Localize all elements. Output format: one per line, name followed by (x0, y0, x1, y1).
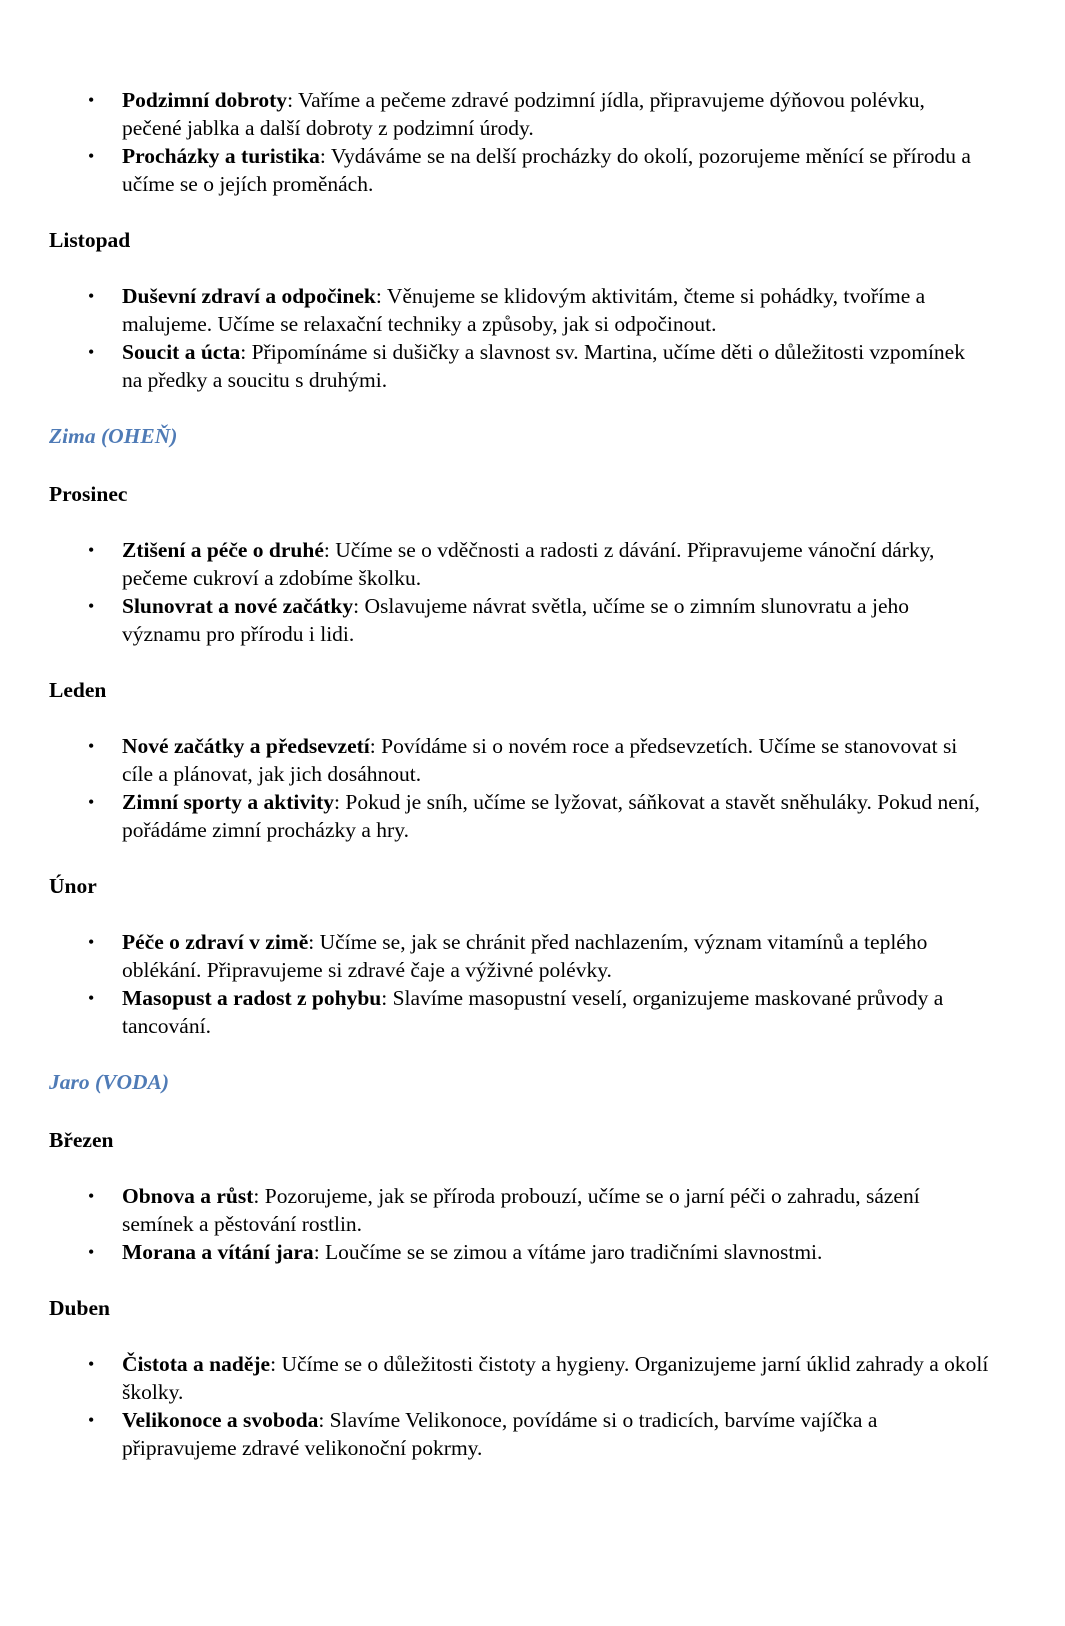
bullet-list (49, 86, 989, 198)
bullet-list (49, 928, 989, 1040)
season-heading: Zima (OHEŇ) (49, 424, 178, 448)
item-term: Morana a vítání jara (122, 1240, 314, 1264)
list-item (49, 1182, 989, 1238)
bullet-list (49, 536, 989, 648)
bullet-icon: • (88, 1354, 95, 1374)
bullet-icon: • (88, 736, 95, 756)
month-heading: Listopad (49, 228, 131, 252)
item-description: : Učíme se, jak se chránit před nachlazením, význam vitamínů a teplého oblékání. Připravujeme si zdravé čaje a výživné polévky. (122, 930, 928, 982)
item-description: : Loučíme se se zimou a vítáme jaro tradičními slavnostmi. (313, 1240, 823, 1264)
bullet-list (49, 282, 989, 394)
bullet-icon: • (88, 932, 95, 952)
item-term: Duševní zdraví a odpočinek (122, 284, 376, 308)
list-item (49, 928, 989, 984)
list-item (49, 536, 989, 592)
list-item (49, 1406, 989, 1462)
item-description: : Slavíme masopustní veselí, organizujeme maskované průvody a tancování. (122, 986, 944, 1038)
item-term: Slunovrat a nové začátky (122, 594, 354, 618)
bullet-icon: • (88, 286, 95, 306)
bullet-list (49, 1350, 989, 1462)
bullet-list (49, 1182, 989, 1266)
item-description: : Oslavujeme návrat světla, učíme se o zimním slunovratu a jeho významu pro přírodu i lidi. (122, 594, 909, 646)
bullet-icon: • (88, 596, 95, 616)
item-description: : Vydáváme se na delší procházky do okolí, pozorujeme měnící se přírodu a učíme se o jejích proměnách. (122, 144, 971, 196)
item-description: : Připomínáme si dušičky a slavnost sv. Martina, učíme děti o důležitosti vzpomínek na předky a soucitu s druhými. (122, 340, 965, 392)
season-heading: Jaro (VODA) (49, 1070, 170, 1094)
item-description: : Slavíme Velikonoce, povídáme si o tradicích, barvíme vajíčka a připravujeme zdravé velikonoční pokrmy. (122, 1408, 878, 1460)
list-item (49, 142, 989, 198)
item-term: Velikonoce a svoboda (122, 1408, 319, 1432)
item-term: Ztišení a péče o druhé (122, 538, 324, 562)
list-item (49, 282, 989, 338)
item-description: : Povídáme si o novém roce a předsevzetích. Učíme se stanovovat si cíle a plánovat, jak jich dosáhnout. (122, 734, 958, 786)
item-description: : Učíme se o důležitosti čistoty a hygieny. Organizujeme jarní úklid zahrady a okolí školky. (122, 1352, 989, 1404)
list-item (49, 338, 989, 394)
bullet-icon: • (88, 540, 95, 560)
item-term: Čistota a naděje (122, 1352, 271, 1376)
document-content (49, 86, 989, 1462)
list-item (49, 1238, 989, 1266)
item-term: Zimní sporty a aktivity (122, 790, 335, 814)
item-description: : Věnujeme se klidovým aktivitám, čteme si pohádky, tvoříme a malujeme. Učíme se relaxační techniky a způsoby, jak si odpočinout. (122, 284, 926, 336)
item-term: Péče o zdraví v zimě (122, 930, 309, 954)
bullet-icon: • (88, 342, 95, 362)
month-heading: Duben (49, 1296, 110, 1320)
bullet-icon: • (88, 146, 95, 166)
item-description: : Vaříme a pečeme zdravé podzimní jídla, připravujeme dýňovou polévku, pečené jablka a další dobroty z podzimní úrody. (122, 88, 925, 140)
item-description: : Pokud je sníh, učíme se lyžovat, sáňkovat a stavět sněhuláky. Pokud není, pořádáme zimní procházky a hry. (122, 790, 980, 842)
month-heading: Leden (49, 678, 107, 702)
list-item (49, 592, 989, 648)
item-term: Obnova a růst (122, 1184, 254, 1208)
month-heading: Prosinec (49, 482, 128, 506)
item-term: Masopust a radost z pohybu (122, 986, 382, 1010)
bullet-icon: • (88, 792, 95, 812)
month-heading: Únor (49, 874, 97, 898)
list-item (49, 788, 989, 844)
item-term: Soucit a úcta (122, 340, 241, 364)
list-item (49, 732, 989, 788)
item-description: : Učíme se o vděčnosti a radosti z dávání. Připravujeme vánoční dárky, pečeme cukroví a zdobíme školku. (122, 538, 935, 590)
bullet-icon: • (88, 988, 95, 1008)
bullet-list (49, 732, 989, 844)
month-heading: Březen (49, 1128, 114, 1152)
item-term: Podzimní dobroty (122, 88, 288, 112)
item-term: Procházky a turistika (122, 144, 320, 168)
bullet-icon: • (88, 1186, 95, 1206)
bullet-icon: • (88, 1242, 95, 1262)
list-item (49, 1350, 989, 1406)
item-description: : Pozorujeme, jak se příroda probouzí, učíme se o jarní péči o zahradu, sázení semínek a pěstování rostlin. (122, 1184, 920, 1236)
list-item (49, 86, 989, 142)
list-item (49, 984, 989, 1040)
bullet-icon: • (88, 1410, 95, 1430)
item-term: Nové začátky a předsevzetí (122, 734, 370, 758)
bullet-icon: • (88, 90, 95, 110)
